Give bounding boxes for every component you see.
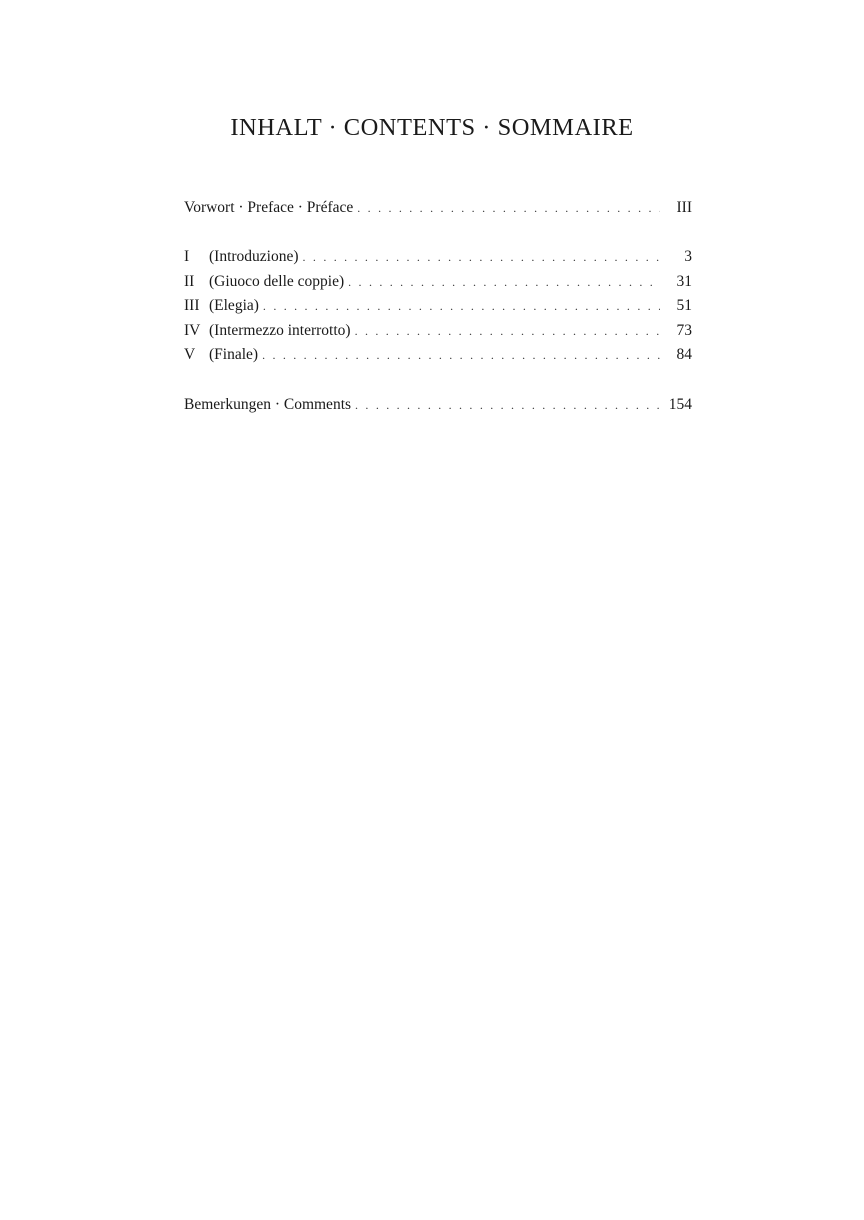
dot-leader: [262, 343, 660, 368]
movement-number: III: [184, 297, 200, 314]
movement-title: (Elegia): [209, 297, 259, 314]
toc-entry-movement: [184, 319, 692, 344]
movement-title: (Intermezzo interrotto): [209, 321, 351, 339]
toc-entry-movement: [184, 245, 692, 270]
toc-entry-movement: [184, 343, 692, 368]
movement-page: 51: [676, 297, 692, 314]
toc-entry-page: 154: [668, 396, 692, 413]
movement-title: (Giuoco delle coppie): [209, 272, 345, 290]
page-title: INHALT · CONTENTS · SOMMAIRE: [230, 114, 634, 141]
movement-number: IV: [184, 321, 201, 339]
toc-entry-movement: [184, 270, 692, 295]
toc-entry-title: Bemerkungen · Comments: [184, 396, 352, 413]
movement-page: 31: [676, 272, 692, 290]
toc-entry-preface: [184, 196, 692, 221]
movement-page: 73: [676, 321, 692, 339]
movement-title: (Introduzione): [209, 248, 299, 265]
dot-leader: [263, 294, 660, 319]
movement-title: (Finale): [209, 346, 259, 363]
dot-leader: [355, 319, 660, 344]
movement-number: II: [184, 272, 195, 290]
toc-comments-section: [184, 393, 692, 418]
dot-leader: [357, 196, 660, 221]
toc-movements-section: [184, 245, 692, 368]
dot-leader: [355, 393, 660, 418]
toc-entry-comments: [184, 393, 692, 418]
movement-number: V: [184, 346, 196, 363]
movement-page: 84: [676, 346, 692, 363]
movement-page: 3: [684, 248, 692, 265]
toc-preface-section: [184, 196, 692, 221]
toc-entry-movement: [184, 294, 692, 319]
toc-entry-title: Vorwort · Preface · Préface: [184, 199, 354, 216]
dot-leader: [348, 270, 660, 295]
dot-leader: [303, 245, 660, 270]
toc-entry-page: III: [676, 199, 692, 216]
movement-number: I: [184, 248, 190, 265]
